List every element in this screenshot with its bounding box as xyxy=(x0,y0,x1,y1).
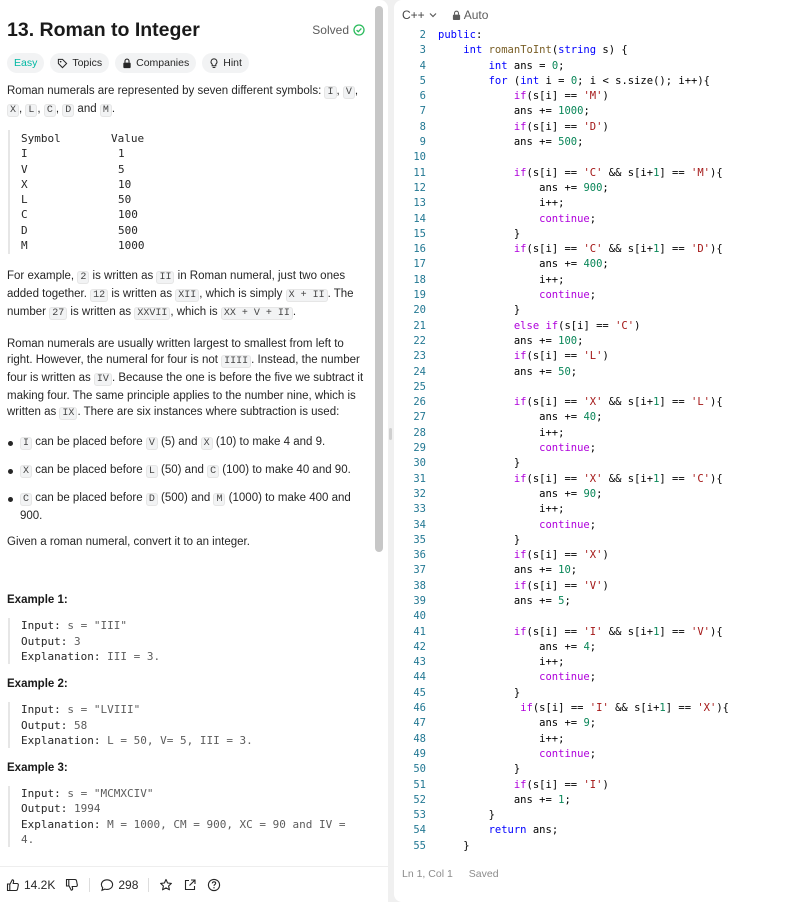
problem-description xyxy=(7,83,365,866)
divider xyxy=(148,878,149,892)
check-circle-icon xyxy=(353,24,365,36)
line-number: 25 xyxy=(413,380,426,393)
code-line[interactable] xyxy=(394,823,800,838)
example-input: s = "MCMXCIV" xyxy=(67,787,154,801)
line-number: 54 xyxy=(413,824,426,837)
example-output: 3 xyxy=(73,634,81,648)
code-line[interactable] xyxy=(394,778,800,793)
code-text: i++; xyxy=(539,732,565,745)
line-number: 17 xyxy=(413,258,426,271)
code-text: int romanToInt(string s) { xyxy=(463,44,628,57)
table-cell: L xyxy=(21,193,28,207)
code-line[interactable] xyxy=(394,640,800,655)
code-line[interactable] xyxy=(394,655,800,670)
code-line[interactable] xyxy=(394,487,800,502)
share-icon xyxy=(183,878,197,892)
table-cell: X xyxy=(21,177,28,191)
description-content xyxy=(0,0,372,866)
line-number: 8 xyxy=(419,120,426,133)
thumbs-down-icon xyxy=(65,878,79,892)
problem-title[interactable]: 13. Roman to Integer xyxy=(7,18,200,41)
line-number: 3 xyxy=(419,44,426,57)
code-line[interactable] xyxy=(394,686,800,701)
line-number: 11 xyxy=(413,166,426,179)
code-line[interactable] xyxy=(394,426,800,441)
line-number: 33 xyxy=(413,503,426,516)
code-line[interactable] xyxy=(394,762,800,777)
code-text: ans += 500; xyxy=(513,136,584,149)
code-text: public: xyxy=(438,29,483,41)
chevron-down-icon xyxy=(428,10,438,20)
table-row xyxy=(21,192,145,207)
code-text: for (int i = 0; i < s.size(); i++){ xyxy=(488,74,710,87)
line-number: 45 xyxy=(413,686,426,699)
table-cell: 10 xyxy=(118,177,132,191)
code-line[interactable] xyxy=(394,319,800,334)
code-line[interactable] xyxy=(394,456,800,471)
code-line[interactable] xyxy=(394,579,800,594)
comment-count: 298 xyxy=(118,877,139,892)
code-text: ans += 40; xyxy=(539,411,603,424)
line-number: 4 xyxy=(419,59,426,72)
code-text: int ans = 0; xyxy=(488,59,565,72)
code-line[interactable] xyxy=(394,273,800,288)
description-panel xyxy=(0,0,388,902)
code-text: ans += 1000; xyxy=(513,105,590,118)
order-paragraph: Roman numerals are usually written largest to smallest from left to right. However, the numeral for four is not IIII . Instead, the number four is written as IV . Because the one is before the five we subtract it making four. The same principle applies to the number nine, which is written as IX . There are six instances where subtraction is used: xyxy=(7,338,364,420)
code-line[interactable] xyxy=(394,548,800,563)
code-line[interactable] xyxy=(394,181,800,196)
code-line[interactable] xyxy=(394,28,800,43)
line-number: 10 xyxy=(413,151,426,164)
code-line[interactable] xyxy=(394,135,800,150)
code-symbol: L xyxy=(25,104,37,117)
example-input: s = "III" xyxy=(67,619,127,633)
example-block: Input: s = "III" Output: 3 Explanation: III = 3. xyxy=(8,618,365,664)
code-line[interactable] xyxy=(394,227,800,242)
lightbulb-icon xyxy=(209,58,219,69)
code-text: } xyxy=(513,763,521,776)
code-symbol: I xyxy=(324,86,336,99)
code-text: } xyxy=(513,304,521,317)
code-line[interactable] xyxy=(394,594,800,609)
example-block: Input: s = "LVIII" Output: 58 Explanation: L = 50, V= 5, III = 3. xyxy=(8,702,365,748)
code-text: i++; xyxy=(539,503,565,516)
code-line[interactable] xyxy=(394,609,800,624)
code-line[interactable] xyxy=(394,410,800,425)
code-text: i++; xyxy=(539,273,565,286)
lock-icon xyxy=(452,10,461,21)
code-text: i++; xyxy=(539,197,565,210)
line-number: 47 xyxy=(413,717,426,730)
code-text: if(s[i] == 'L') xyxy=(513,350,609,363)
table-cell: 1 xyxy=(118,147,125,161)
code-text: } xyxy=(463,839,470,852)
list-item: X can be placed before L (50) and C (100) to make 40 and 90. xyxy=(7,462,365,480)
code-line[interactable] xyxy=(394,670,800,685)
line-number: 32 xyxy=(413,487,426,500)
table-row xyxy=(21,207,145,222)
code-text: if(s[i] == 'D') xyxy=(513,120,609,133)
code-line[interactable] xyxy=(394,563,800,578)
code-text: } xyxy=(513,227,521,240)
tag-row xyxy=(7,53,365,73)
code-line[interactable] xyxy=(394,303,800,318)
code-text: } xyxy=(513,457,521,470)
line-number: 29 xyxy=(413,442,426,455)
code-line[interactable] xyxy=(394,518,800,533)
line-number: 22 xyxy=(413,334,426,347)
hint-button[interactable] xyxy=(202,53,249,73)
code-text: ans += 1; xyxy=(513,793,571,806)
code-line[interactable] xyxy=(394,242,800,257)
title-row xyxy=(7,15,365,45)
line-number: 49 xyxy=(413,747,426,760)
line-number: 18 xyxy=(413,273,426,286)
share-button[interactable] xyxy=(183,878,197,892)
code-line[interactable] xyxy=(394,716,800,731)
cursor-position: Ln 1, Col 1 xyxy=(402,868,453,880)
line-number: 31 xyxy=(413,472,426,485)
code-text xyxy=(426,380,438,395)
code-text: if(s[i] == 'C' && s[i+1] == 'M'){ xyxy=(513,166,723,179)
intro-paragraph: Roman numerals are represented by seven different symbols: I , V , X , L , C , D and M . xyxy=(7,85,359,116)
code-text: continue; xyxy=(539,289,597,302)
table-row xyxy=(21,177,145,192)
code-text: ans += 9; xyxy=(539,717,597,730)
description-scrollbar[interactable] xyxy=(375,6,383,552)
code-text: if(s[i] == 'I' && s[i+1] == 'X'){ xyxy=(520,702,729,715)
auto-mode-toggle[interactable] xyxy=(452,8,489,22)
table-row xyxy=(21,146,145,161)
line-number: 36 xyxy=(413,549,426,562)
example-output: 58 xyxy=(73,718,88,732)
table-header: Symbol xyxy=(21,132,61,145)
code-line[interactable] xyxy=(394,334,800,349)
example-explanation: L = 50, V= 5, III = 3. xyxy=(107,733,253,747)
description-footer xyxy=(0,866,388,902)
code-line[interactable] xyxy=(394,349,800,364)
example-block: Input: s = "MCMXCIV" Output: 1994 Explanation: M = 1000, CM = 900, XC = 90 and IV = 4. xyxy=(8,786,365,847)
code-text: ans += 5; xyxy=(513,594,571,607)
code-line[interactable] xyxy=(394,502,800,517)
code-symbol: M xyxy=(100,104,112,117)
star-icon xyxy=(159,878,173,892)
divider xyxy=(89,878,90,892)
code-symbol: C xyxy=(44,104,56,117)
table-cell: 5 xyxy=(118,162,125,176)
code-line[interactable] xyxy=(394,166,800,181)
editor-statusbar xyxy=(402,868,499,880)
line-number: 48 xyxy=(413,732,426,745)
example-paragraph: For example, 2 is written as II in Roman numeral, just two ones added together. 12 is written as XII , which is simply X + II . The number 27 is written as XXVII , which is XX + V + II . xyxy=(7,270,354,320)
code-line[interactable] xyxy=(394,533,800,548)
code-text: if(s[i] == 'C' && s[i+1] == 'D'){ xyxy=(513,243,723,256)
line-number: 28 xyxy=(413,426,426,439)
example-heading: Example 2: xyxy=(7,678,68,691)
table-row xyxy=(21,238,145,253)
table-row xyxy=(21,223,145,238)
code-line[interactable] xyxy=(394,212,800,227)
example-explanation: M = 1000, CM = 900, XC = 90 and IV = 4. xyxy=(21,817,346,847)
dislike-button[interactable] xyxy=(65,878,79,892)
table-row xyxy=(21,162,145,177)
table-header: Value xyxy=(111,132,145,145)
code-text: } xyxy=(513,686,521,699)
code-text: if(s[i] == 'I' && s[i+1] == 'V'){ xyxy=(513,625,723,638)
line-number: 24 xyxy=(413,365,426,378)
code-area[interactable] xyxy=(394,28,800,854)
line-number: 19 xyxy=(413,289,426,302)
code-line[interactable] xyxy=(394,793,800,808)
list-item: I can be placed before V (5) and X (10) to make 4 and 9. xyxy=(7,434,365,452)
code-line[interactable] xyxy=(394,625,800,640)
code-text: if(s[i] == 'X' && s[i+1] == 'C'){ xyxy=(513,472,723,485)
line-number: 5 xyxy=(419,74,426,87)
table-cell: V xyxy=(21,162,28,176)
help-button[interactable] xyxy=(207,878,221,892)
line-number: 43 xyxy=(413,656,426,669)
code-text: i++; xyxy=(539,656,565,669)
companies-label: Companies xyxy=(136,57,190,69)
code-line[interactable] xyxy=(394,441,800,456)
comments-button[interactable] xyxy=(100,878,138,892)
code-text: } xyxy=(488,809,495,822)
line-number: 39 xyxy=(413,594,426,607)
code-text: if(s[i] == 'V') xyxy=(513,579,609,592)
code-editor-panel xyxy=(394,0,800,902)
editor-toolbar xyxy=(394,0,800,30)
line-number: 16 xyxy=(413,243,426,256)
code-text: continue; xyxy=(539,518,597,531)
table-cell: 100 xyxy=(118,208,138,222)
line-number: 26 xyxy=(413,396,426,409)
example-3 xyxy=(7,760,365,847)
tag-icon xyxy=(57,58,68,69)
code-text: ans += 400; xyxy=(539,258,609,271)
code-line[interactable] xyxy=(394,732,800,747)
line-number: 6 xyxy=(419,90,426,103)
code-text: else if(s[i] == 'C') xyxy=(513,319,641,332)
intro-text: Roman numerals are represented by seven different symbols: xyxy=(7,85,325,97)
line-number: 13 xyxy=(413,197,426,210)
line-number: 50 xyxy=(413,763,426,776)
example-heading: Example 1: xyxy=(7,594,68,607)
example-heading: Example 3: xyxy=(7,762,68,775)
topics-button[interactable] xyxy=(50,53,109,73)
code-line[interactable] xyxy=(394,150,800,165)
line-number: 53 xyxy=(413,809,426,822)
list-item: C can be placed before D (500) and M (1000) to make 400 and 900. xyxy=(7,490,365,524)
code-line[interactable] xyxy=(394,74,800,89)
example-2 xyxy=(7,676,365,748)
favorite-button[interactable] xyxy=(159,878,173,892)
code-line[interactable] xyxy=(394,365,800,380)
line-number: 51 xyxy=(413,778,426,791)
code-text: ans += 900; xyxy=(539,181,609,194)
line-number: 30 xyxy=(413,457,426,470)
line-number: 42 xyxy=(413,640,426,653)
table-cell: I xyxy=(21,147,28,161)
line-number: 15 xyxy=(413,227,426,240)
code-line[interactable] xyxy=(394,395,800,410)
topics-label: Topics xyxy=(72,57,103,69)
line-number: 14 xyxy=(413,212,426,225)
symbol-table xyxy=(21,131,145,253)
code-line[interactable] xyxy=(394,747,800,762)
difficulty-badge[interactable]: Easy xyxy=(7,53,44,73)
code-symbol: X xyxy=(7,104,19,117)
lock-icon xyxy=(122,58,132,69)
line-number: 46 xyxy=(413,702,426,715)
code-line[interactable] xyxy=(394,196,800,211)
table-header-row xyxy=(21,131,145,146)
line-number: 7 xyxy=(419,105,426,118)
code-text: if(s[i] == 'X' && s[i+1] == 'L'){ xyxy=(513,396,723,409)
code-text: ans += 50; xyxy=(513,365,578,378)
code-text: if(s[i] == 'M') xyxy=(513,90,609,103)
auto-mode-label: Auto xyxy=(463,8,489,22)
line-number: 2 xyxy=(419,29,426,41)
language-label: C++ xyxy=(402,8,425,22)
line-number: 41 xyxy=(413,625,426,638)
line-number: 35 xyxy=(413,533,426,546)
code-text: } xyxy=(513,533,521,546)
line-number: 20 xyxy=(413,304,426,317)
solved-label: Solved xyxy=(312,23,349,37)
language-selector[interactable] xyxy=(402,8,438,22)
code-text: ans += 90; xyxy=(539,487,603,500)
solved-status xyxy=(312,23,365,37)
like-count: 14.2K xyxy=(24,877,56,892)
line-number: 23 xyxy=(413,350,426,363)
code-line[interactable] xyxy=(394,43,800,58)
code-text: continue; xyxy=(539,671,597,684)
code-text: return ans; xyxy=(488,824,559,837)
splitter-grip-handle[interactable] xyxy=(389,428,392,440)
line-number: 40 xyxy=(413,610,426,623)
code-text: if(s[i] == 'X') xyxy=(513,549,609,562)
table-cell: 1000 xyxy=(118,239,145,253)
line-number: 34 xyxy=(413,518,426,531)
table-cell: C xyxy=(21,208,28,222)
code-text xyxy=(426,609,438,624)
code-line[interactable] xyxy=(394,288,800,303)
code-symbol: D xyxy=(62,104,74,117)
line-number: 52 xyxy=(413,793,426,806)
line-number: 12 xyxy=(413,181,426,194)
save-status: Saved xyxy=(468,868,499,880)
code-text: i++; xyxy=(539,426,565,439)
line-number: 37 xyxy=(413,564,426,577)
companies-button[interactable] xyxy=(115,53,196,73)
example-1 xyxy=(7,592,365,664)
code-line[interactable] xyxy=(394,808,800,823)
hint-label: Hint xyxy=(223,57,242,69)
example-output: 1994 xyxy=(73,802,101,816)
comment-icon xyxy=(100,878,114,892)
line-number: 27 xyxy=(413,411,426,424)
like-button[interactable] xyxy=(6,878,55,892)
table-cell: D xyxy=(21,223,28,237)
thumbs-up-icon xyxy=(6,878,20,892)
code-text: if(s[i] == 'I') xyxy=(513,778,609,791)
example-input: s = "LVIII" xyxy=(67,703,141,717)
code-symbol: V xyxy=(343,86,355,99)
code-text: ans += 10; xyxy=(513,564,578,577)
code-line[interactable] xyxy=(394,59,800,74)
code-line[interactable] xyxy=(394,104,800,119)
code-line[interactable] xyxy=(394,89,800,104)
line-number: 21 xyxy=(413,319,426,332)
symbol-table-block xyxy=(8,130,365,254)
line-number: 38 xyxy=(413,579,426,592)
code-text xyxy=(426,150,438,165)
code-text: continue; xyxy=(539,747,597,760)
code-line[interactable] xyxy=(394,257,800,272)
code-line[interactable] xyxy=(394,472,800,487)
code-text: continue; xyxy=(539,212,597,225)
task-paragraph: Given a roman numeral, convert it to an integer. xyxy=(7,536,250,549)
code-text: continue; xyxy=(539,442,597,455)
question-circle-icon xyxy=(207,878,221,892)
code-line[interactable] xyxy=(394,120,800,135)
table-cell: M xyxy=(21,239,28,253)
code-text: ans += 100; xyxy=(513,334,584,347)
line-number: 55 xyxy=(413,839,426,852)
code-line[interactable] xyxy=(394,839,800,854)
line-number: 44 xyxy=(413,671,426,684)
code-line[interactable] xyxy=(394,701,800,716)
table-cell: 500 xyxy=(118,223,138,237)
line-number: 9 xyxy=(419,136,426,149)
example-explanation: III = 3. xyxy=(107,649,161,663)
code-line[interactable] xyxy=(394,380,800,395)
code-text: ans += 4; xyxy=(539,640,597,653)
table-cell: 50 xyxy=(118,193,132,207)
subtraction-rules-list xyxy=(7,434,365,524)
